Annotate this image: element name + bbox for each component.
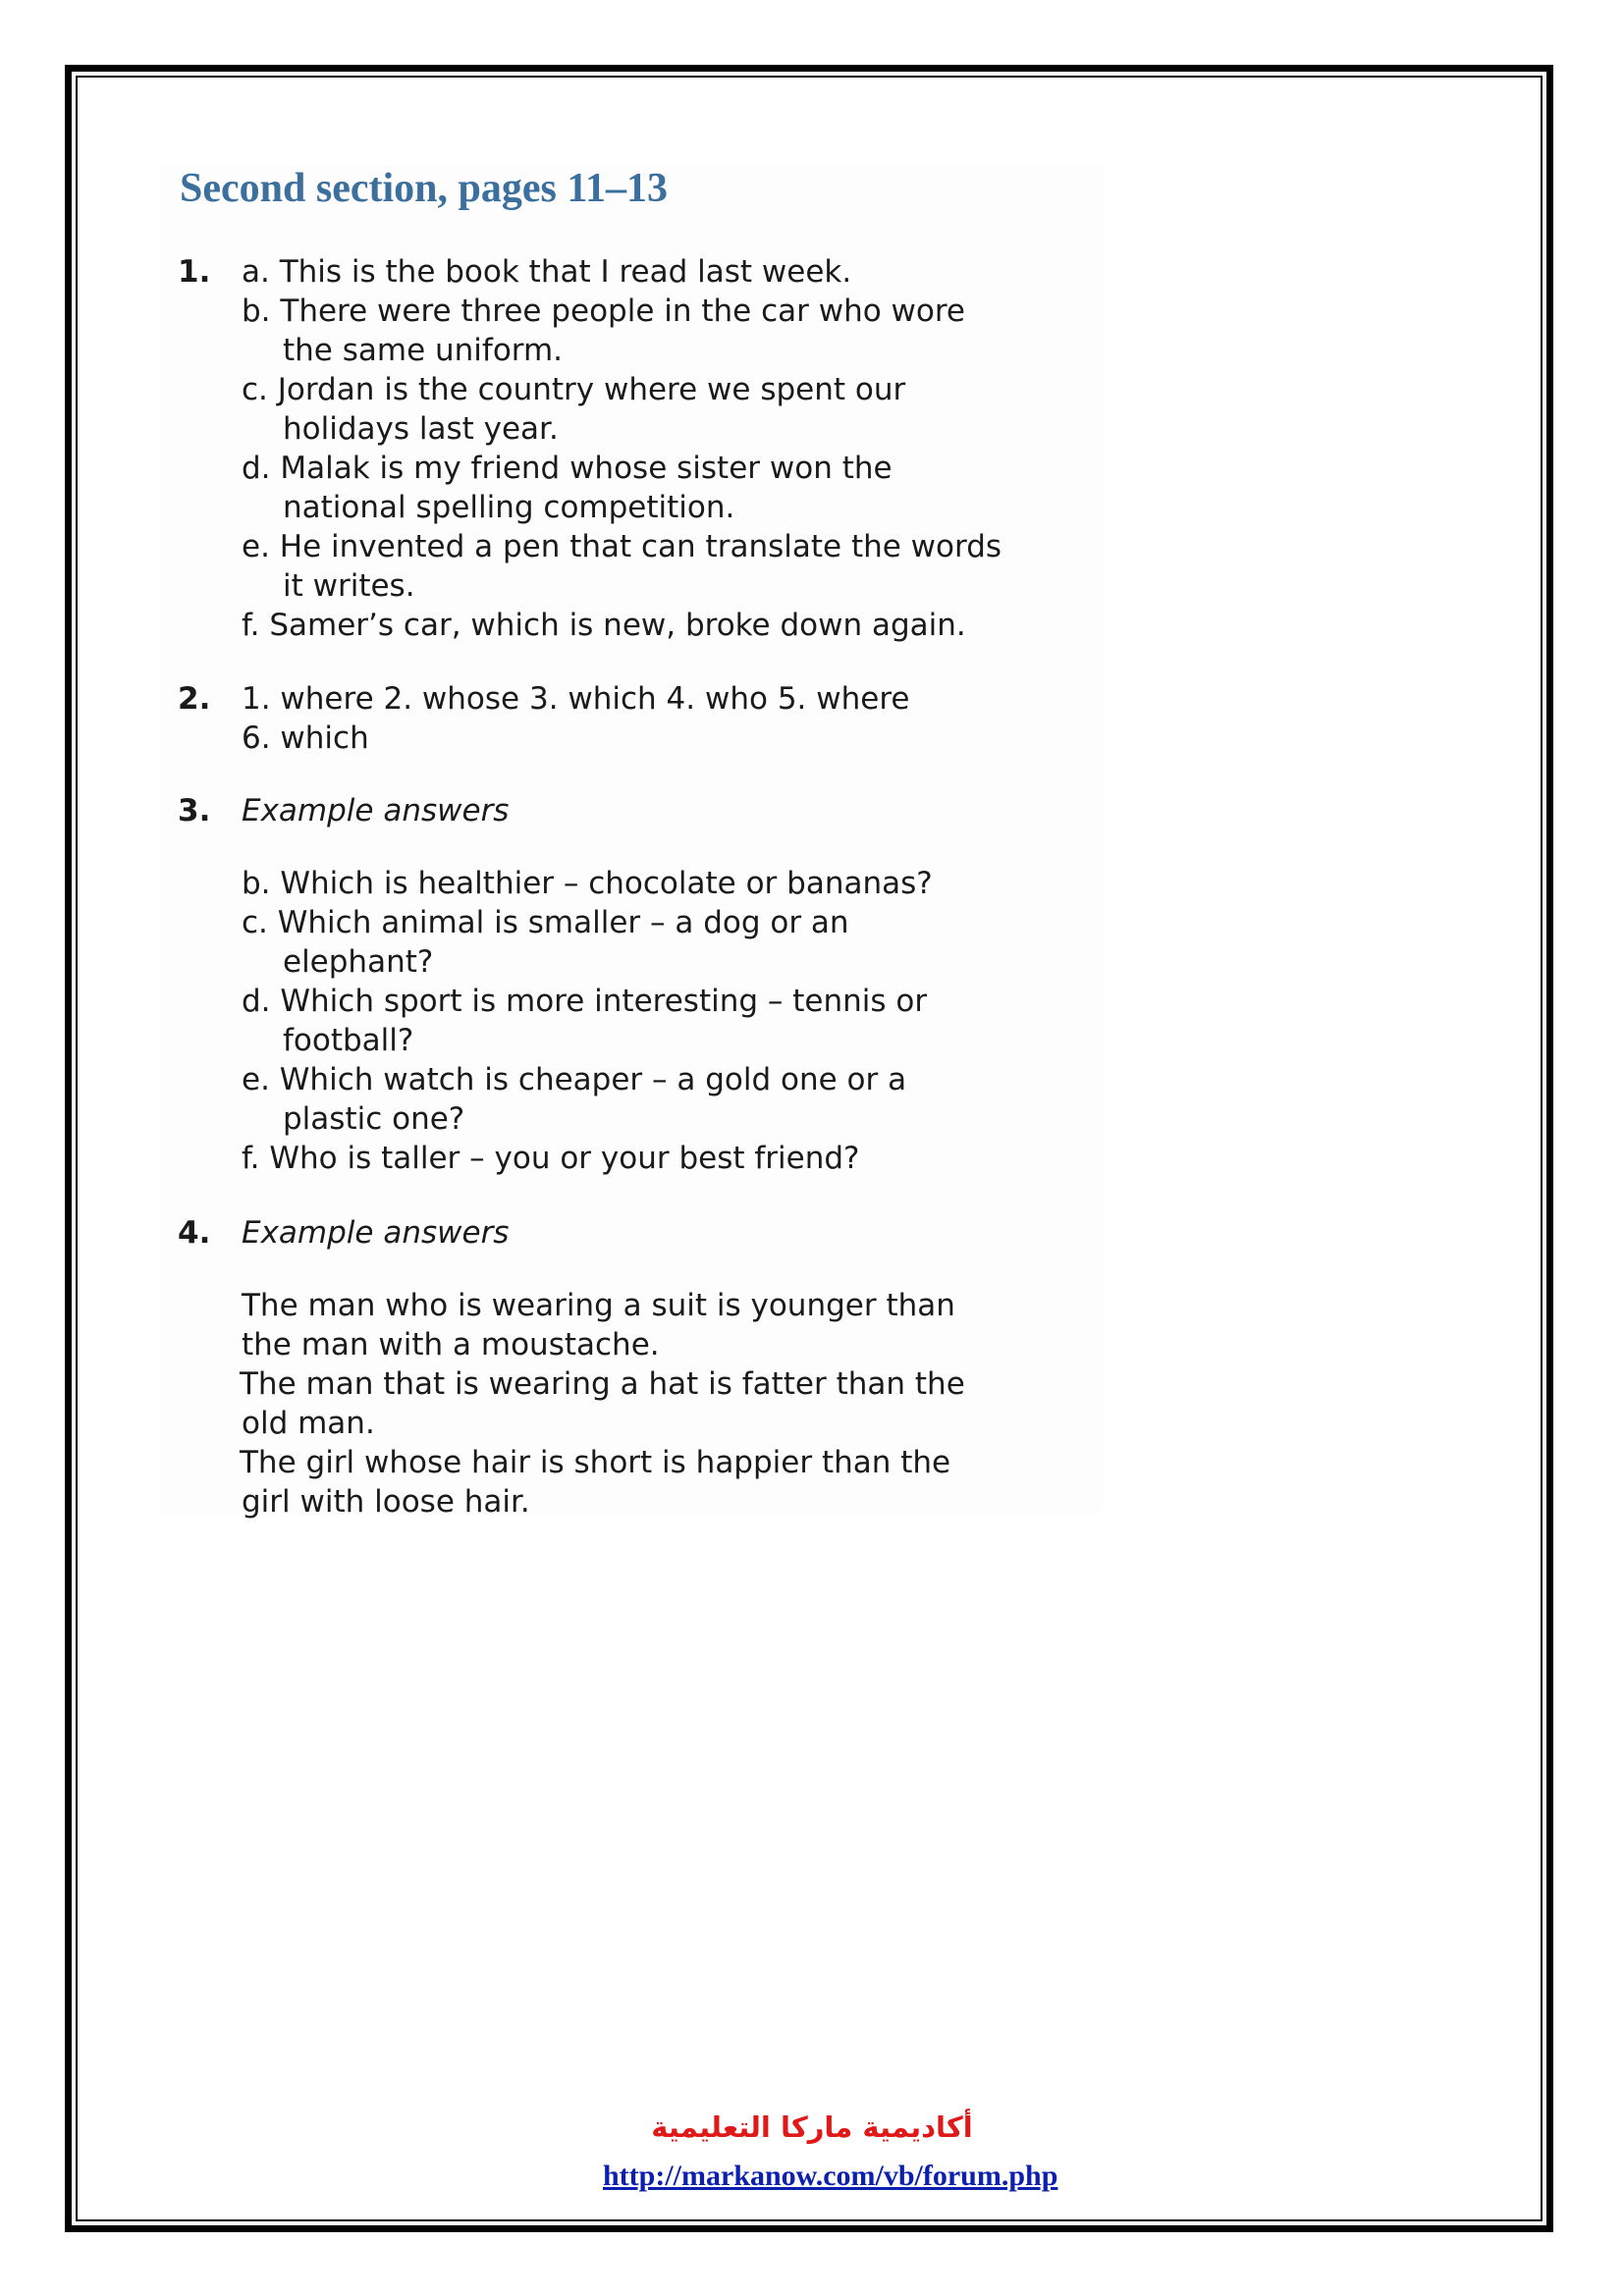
question-4-number: 4. xyxy=(178,1215,211,1251)
q4-line: old man. xyxy=(242,1406,375,1441)
q3-line: b. Which is healthier – chocolate or bananas? xyxy=(242,866,933,901)
q4-line: The girl whose hair is short is happier than the xyxy=(240,1445,951,1480)
q1-line: a. This is the book that I read last week. xyxy=(242,254,852,290)
q1-line: d. Malak is my friend whose sister won the xyxy=(242,451,893,486)
q1-line: holidays last year. xyxy=(283,411,559,447)
q1-line: f. Samer’s car, which is new, broke down again. xyxy=(242,608,966,643)
forum-link[interactable]: http://markanow.com/vb/forum.php xyxy=(603,2160,1058,2192)
q4-line: the man with a moustache. xyxy=(242,1327,660,1362)
question-2-number: 2. xyxy=(178,681,211,717)
q3-line: e. Which watch is cheaper – a gold one or a xyxy=(242,1062,907,1097)
q3-line: d. Which sport is more interesting – tennis or xyxy=(242,984,928,1019)
q1-line: e. He invented a pen that can translate the words xyxy=(242,529,1002,564)
q1-line: c. Jordan is the country where we spent our xyxy=(242,372,906,407)
q3-line: c. Which animal is smaller – a dog or an xyxy=(242,905,849,940)
q4-line: girl with loose hair. xyxy=(242,1484,530,1520)
q1-line: national spelling competition. xyxy=(283,490,735,525)
q3-heading: Example answers xyxy=(242,793,510,828)
q3-line: elephant? xyxy=(283,944,434,980)
section-title: Second section, pages 11–13 xyxy=(180,166,669,211)
question-1-number: 1. xyxy=(178,254,211,290)
q1-line: b. There were three people in the car who wore xyxy=(242,294,966,329)
q2-line: 6. which xyxy=(242,721,369,756)
q3-line: plastic one? xyxy=(283,1101,465,1137)
q3-line: f. Who is taller – you or your best friend? xyxy=(242,1141,860,1176)
q4-heading: Example answers xyxy=(242,1215,510,1251)
q2-line: 1. where 2. whose 3. which 4. who 5. where xyxy=(242,681,910,717)
q4-line: The man who is wearing a suit is younger than xyxy=(242,1288,955,1323)
academy-name: أكاديمية ماركا التعليمية xyxy=(651,2110,973,2144)
q3-line: football? xyxy=(283,1023,414,1058)
q4-line: The man that is wearing a hat is fatter than the xyxy=(240,1366,965,1402)
q1-line: it writes. xyxy=(283,568,415,604)
question-3-number: 3. xyxy=(178,793,211,828)
q1-line: the same uniform. xyxy=(283,333,564,368)
